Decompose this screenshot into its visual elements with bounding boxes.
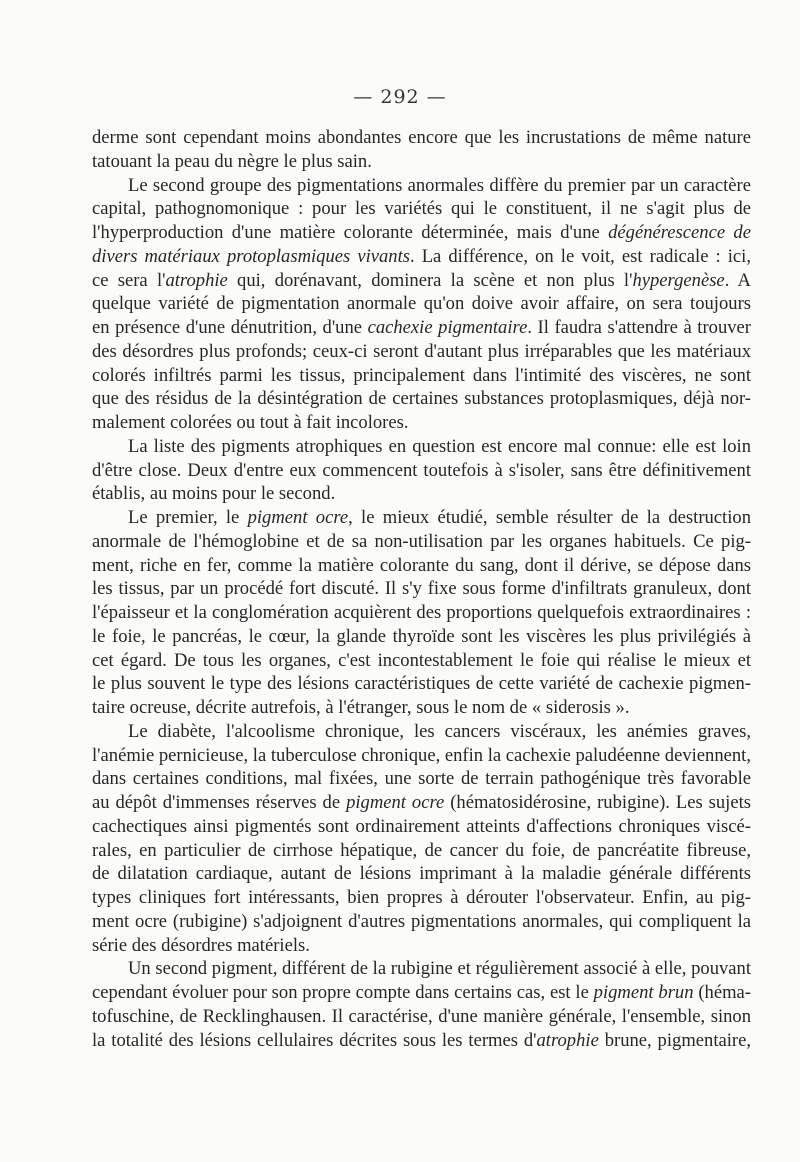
text-line: établis, au moins pour le second.: [92, 483, 336, 505]
page-number: — 292 —: [353, 86, 447, 108]
italic-term: atrophie: [536, 1029, 599, 1051]
italic-term: pigment ocre: [247, 507, 349, 528]
text-line: tatouant la peau du nègre le plus sain.: [92, 150, 372, 172]
text-line: quelque variété de pigmentation anormale qu'on doive avoir affaire, on sera toujours: [92, 293, 751, 315]
text-line: dans certaines conditions, mal fixées, une sorte de terrain pathogénique très favorable: [92, 768, 751, 790]
text-line: l'épaisseur et la conglomération acquièrent des proportions quelquefois extraordinaires :: [92, 602, 751, 623]
italic-term: hypergenèse: [632, 269, 725, 291]
italic-term: atrophie: [165, 269, 228, 291]
text-line: Le premier, le pigment ocre, le mieux étudié, semble résulter de la destruction: [128, 507, 751, 528]
text-line: de dilatation cardiaque, autant de lésions imprimant à la maladie générale différents: [92, 863, 751, 885]
text-line: cachectiques ainsi pigmentés sont ordinairement atteints d'affections chroniques viscé-: [92, 815, 751, 837]
text-line: série des désordres matériels.: [92, 934, 310, 956]
text-line: colorés infiltrés parmi les tissus, principalement dans l'intimité des viscères, ne sont: [92, 364, 751, 386]
text-line: l'anémie pernicieuse, la tuberculose chronique, enfin la cachexie paludéenne deviennent,: [92, 744, 751, 766]
italic-term: dégénérescence de: [608, 222, 751, 243]
paragraph: [92, 174, 751, 435]
text-line: ment, riche en fer, comme la matière colorante du sang, dont il dérive, se dépose dans: [92, 554, 751, 576]
text-line: rales, en particulier de cirrhose hépatique, de cancer du foie, de pancréatite fibreuse,: [92, 839, 751, 861]
italic-term: pigment ocre: [346, 792, 445, 813]
text-line: Le second groupe des pigmentations anormales diffère du premier par un caractère: [128, 174, 751, 196]
text-line: ment ocre (rubigine) s'adjoignent d'autres pigmentations anormales, qui compliquent la: [92, 910, 751, 932]
text-line: Le diabète, l'alcoolisme chronique, les cancers viscéraux, les anémies graves,: [128, 720, 751, 742]
text-line: la totalité des lésions cellulaires décrites sous les termes d'atrophie brune, pigmentaire,: [92, 1029, 752, 1051]
text-line: divers matériaux protoplasmiques vivants. La différence, on le voit, est radicale : ici,: [92, 245, 751, 267]
italic-term: divers matériaux protoplasmiques vivants: [92, 245, 410, 267]
paragraph: [92, 126, 751, 174]
text-line: au dépôt d'immenses réserves de pigment ocre (hématosidérosine, rubigine). Les sujets: [92, 792, 752, 813]
text-line: types cliniques fort intéressants, bien propres à dérouter l'observateur. Enfin, au pig-: [92, 887, 751, 908]
text-line: Un second pigment, différent de la rubigine et régulièrement associé à elle, pouvant: [128, 958, 751, 980]
paragraph: [92, 957, 751, 1052]
paragraph: [92, 435, 751, 506]
text-line: les tissus, par un procédé fort discuté. Il s'y fixe sous forme d'infiltrats granuleux, dont: [92, 578, 751, 600]
text-line: derme sont cependant moins abondantes encore que les incrustations de même nature: [92, 127, 751, 148]
paragraph: [92, 506, 751, 720]
text-line: malement colorées ou tout à fait incolores.: [92, 412, 409, 433]
body-text: [92, 126, 751, 1052]
text-line: d'être close. Deux d'entre eux commencent toutefois à s'isoler, sans être définitivement: [92, 459, 751, 481]
italic-term: pigment brun: [593, 982, 694, 1003]
text-line: ce sera l'atrophie qui, dorénavant, dominera la scène et non plus l'hypergenèse. A: [92, 269, 751, 291]
text-line: La liste des pigments atrophiques en question est encore mal connue: elle est loin: [128, 435, 751, 457]
text-line: cependant évoluer pour son propre compte dans certains cas, est le pigment brun (héma-: [92, 982, 751, 1003]
text-line: le plus souvent le type des lésions caractéristiques de cette variété de cachexie pigmen-: [92, 673, 751, 695]
italic-term: cachexie pigmentaire: [367, 317, 528, 338]
text-line: taire ocreuse, décrite autrefois, à l'étranger, sous le nom de « siderosis ».: [92, 697, 630, 718]
text-line: anormale de l'hémoglobine et de sa non-utilisation par les organes habituels. Ce pig-: [92, 530, 751, 552]
text-line: cet égard. De tous les organes, c'est incontestablement le foie qui réalise le mieux et: [92, 649, 751, 671]
text-line: des désordres plus profonds; ceux-ci seront d'autant plus irréparables que les matériaux: [92, 340, 751, 362]
text-line: en présence d'une dénutrition, d'une cachexie pigmentaire. Il faudra s'attendre à trouver: [92, 317, 751, 338]
text-line: le foie, le pancréas, le cœur, la glande thyroïde sont les viscères les plus privilégiés à: [92, 625, 751, 647]
text-line: capital, pathognomonique : pour les variétés qui le constituent, il ne s'agit plus de: [92, 198, 751, 220]
text-line: que des résidus de la désintégration de certaines substances protoplasmiques, déjà nor-: [92, 388, 751, 410]
text-line: tofuschine, de Recklinghausen. Il caractérise, d'une manière générale, l'ensemble, sinon: [92, 1005, 751, 1027]
paragraph: [92, 720, 751, 958]
text-line: l'hyperproduction d'une matière colorante déterminée, mais d'une dégénérescence de: [92, 222, 751, 243]
